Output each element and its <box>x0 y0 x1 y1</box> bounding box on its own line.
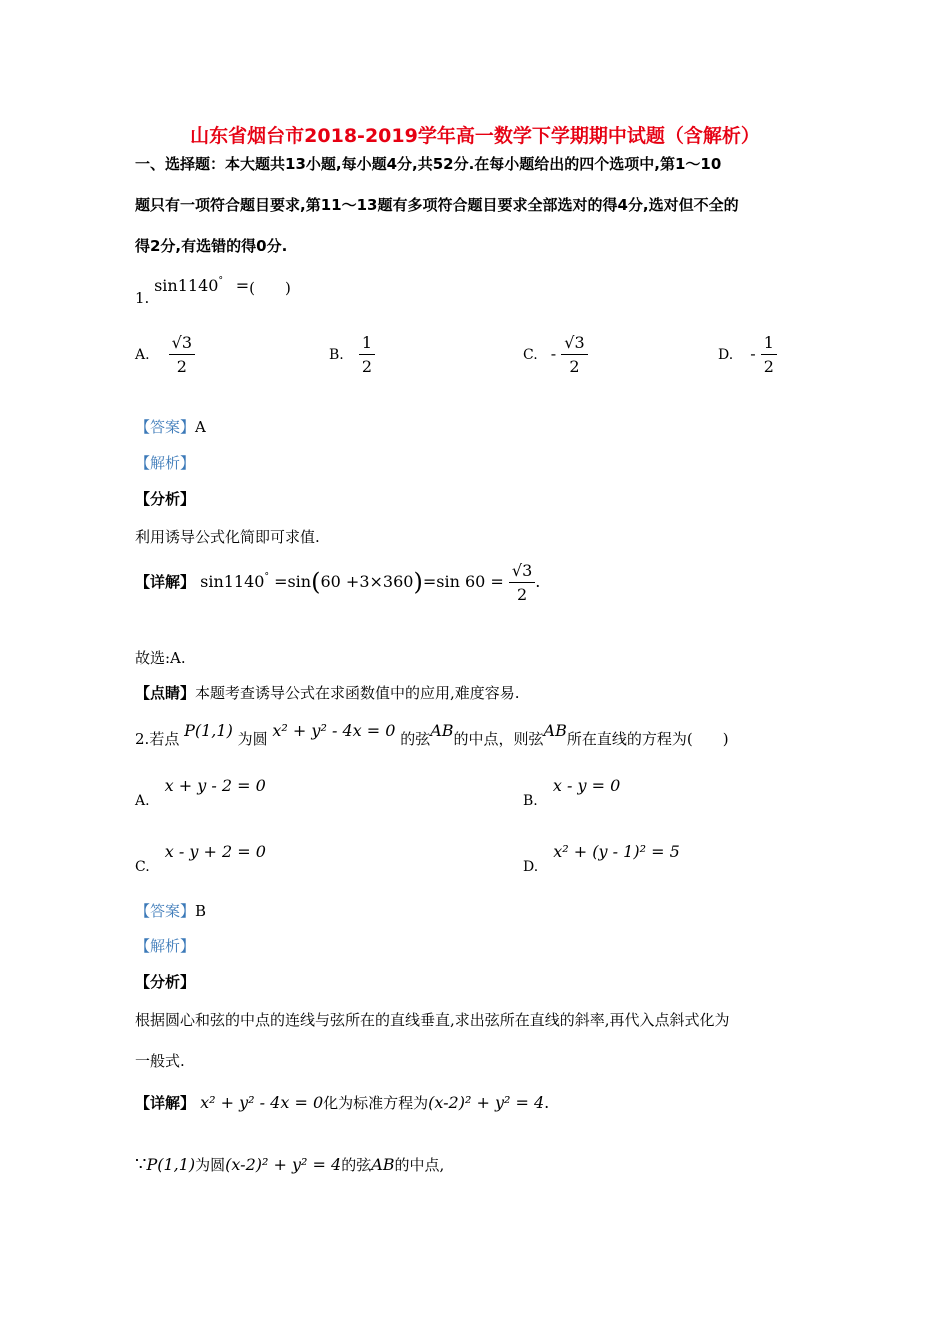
option-letter: C. <box>135 859 150 875</box>
minus-sign: - <box>750 344 756 363</box>
question-1-option-a <box>135 333 195 376</box>
stem-text-4: 的中点，则弦 <box>453 730 544 748</box>
point-p: P(1,1) <box>146 1155 196 1174</box>
fraction-numerator: √3 <box>561 333 587 355</box>
option-expression: x - y = 0 <box>552 776 621 795</box>
question-2-stem <box>135 721 729 749</box>
option-expression: x² + (y - 1)² = 5 <box>553 842 680 861</box>
because-text-2: 的弦 <box>341 1156 372 1174</box>
chord-ab: AB <box>543 721 567 740</box>
q1-fenxi-text: 利用诱导公式化简即可求值. <box>135 528 320 546</box>
stem-text-1: 若点 <box>149 730 180 748</box>
fraction-denominator: 2 <box>569 357 580 376</box>
degree-symbol: ° <box>264 572 269 582</box>
detail-period: . <box>535 572 541 591</box>
option-letter: B. <box>329 347 344 363</box>
section-instruction-line-3: 得2分,有选错的得0分. <box>135 237 288 255</box>
q2-fenxi-line-2: 一般式. <box>135 1052 185 1070</box>
option-expression: x + y - 2 = 0 <box>164 776 266 795</box>
question-1-stem <box>135 276 291 307</box>
option-fraction <box>359 333 375 376</box>
detail-period: . <box>544 1093 550 1112</box>
fraction-numerator: √3 <box>509 561 535 583</box>
dianjing-text: 本题考查诱导公式在求函数值中的应用,难度容易. <box>195 684 520 702</box>
question-1-option-b <box>329 333 375 376</box>
circle-equation: x² + y² - 4x = 0 <box>272 721 396 740</box>
option-letter: A. <box>135 347 150 363</box>
option-expression: x - y + 2 = 0 <box>164 842 266 861</box>
fraction-numerator: √3 <box>169 333 195 355</box>
fraction-denominator: 2 <box>176 357 187 376</box>
fraction-numerator: 1 <box>359 333 375 355</box>
section-instruction-line-2: 题只有一项符合题目要求,第11～13题有多项符合题目要求全部选对的得4分,选对但不全的 <box>135 196 739 214</box>
option-letter: A. <box>135 793 150 809</box>
q1-fenxi-tag: 【分析】 <box>135 490 196 508</box>
stem-text-3: 的弦 <box>400 730 431 748</box>
left-paren: ( <box>311 568 321 596</box>
answer-tag: 【答案】 <box>135 902 196 920</box>
degree-symbol: ° <box>218 276 223 286</box>
option-letter: D. <box>523 859 539 875</box>
stem-text-5: 所在直线的方程为( ) <box>566 730 729 748</box>
dianjing-tag: 【点睛】 <box>135 684 196 702</box>
q1-jiexi-tag: 【解析】 <box>135 454 196 472</box>
detail-fraction <box>509 561 535 604</box>
q2-fenxi-tag: 【分析】 <box>135 973 196 991</box>
circle-equation: (x-2)² + y² = 4 <box>225 1155 342 1174</box>
q2-because-line <box>135 1154 444 1175</box>
q2-detail <box>135 1092 549 1113</box>
detail-text: 化为标准方程为 <box>323 1094 429 1112</box>
detail-inner: 60 +3×360 <box>320 572 414 591</box>
question-2-option-a <box>135 776 266 809</box>
minus-sign: - <box>550 344 557 363</box>
question-expression: sin1140 <box>154 276 219 295</box>
option-fraction <box>169 333 195 376</box>
question-1-option-c <box>523 333 588 376</box>
answer-value: B <box>195 902 207 920</box>
q1-dianjing <box>135 682 520 703</box>
question-1-option-d <box>718 333 777 376</box>
q2-answer <box>135 900 206 921</box>
detail-sin60: =sin 60 <box>422 572 486 591</box>
question-number: 1. <box>135 289 150 307</box>
fraction-numerator: 1 <box>761 333 777 355</box>
because-text-3: 的中点, <box>394 1156 445 1174</box>
option-fraction <box>561 333 587 376</box>
point-p: P(1,1) <box>184 721 233 740</box>
q1-detail <box>135 561 540 604</box>
option-letter: D. <box>718 347 734 363</box>
detail-expression-2: (x-2)² + y² = 4 <box>428 1093 545 1112</box>
detail-lhs: sin1140 <box>200 572 265 591</box>
fraction-denominator: 2 <box>517 585 528 604</box>
detail-equals: = <box>490 572 504 591</box>
question-2-option-b <box>523 776 620 809</box>
equals-sign: = <box>235 276 250 295</box>
page-title: 山东省烟台市2018-2019学年高一数学下学期期中试题（含解析） <box>190 125 760 147</box>
because-symbol: ∵ <box>135 1154 147 1175</box>
option-letter: B. <box>523 793 538 809</box>
option-fraction <box>761 333 777 376</box>
option-letter: C. <box>523 347 538 363</box>
q1-answer <box>135 416 206 437</box>
q2-fenxi-line-1: 根据圆心和弦的中点的连线与弦所在的直线垂直,求出弦所在直线的斜率,再代入点斜式化为 <box>135 1011 730 1029</box>
chord-ab: AB <box>430 721 454 740</box>
section-instruction-line-1: 一、选择题：本大题共13小题,每小题4分,共52分.在每小题给出的四个选项中,第1～10 <box>135 155 722 173</box>
fraction-denominator: 2 <box>361 357 373 376</box>
because-text-1: 为圆 <box>195 1156 226 1174</box>
question-2-option-c <box>135 842 266 875</box>
question-number: 2. <box>135 730 150 748</box>
question-2-option-d <box>523 842 680 875</box>
q2-jiexi-tag: 【解析】 <box>135 937 196 955</box>
stem-text-2: 为圆 <box>237 730 268 748</box>
answer-value: A <box>195 418 206 436</box>
detail-tag: 【详解】 <box>135 1094 196 1112</box>
detail-tag: 【详解】 <box>135 573 196 591</box>
detail-expression-1: x² + y² - 4x = 0 <box>200 1093 324 1112</box>
answer-tag: 【答案】 <box>135 418 196 436</box>
fraction-denominator: 2 <box>763 357 774 376</box>
q1-conclusion: 故选:A. <box>135 649 186 667</box>
chord-ab: AB <box>371 1155 395 1174</box>
detail-sin: =sin <box>274 572 312 591</box>
answer-paren: ( ) <box>249 279 291 297</box>
right-paren: ) <box>413 568 423 596</box>
